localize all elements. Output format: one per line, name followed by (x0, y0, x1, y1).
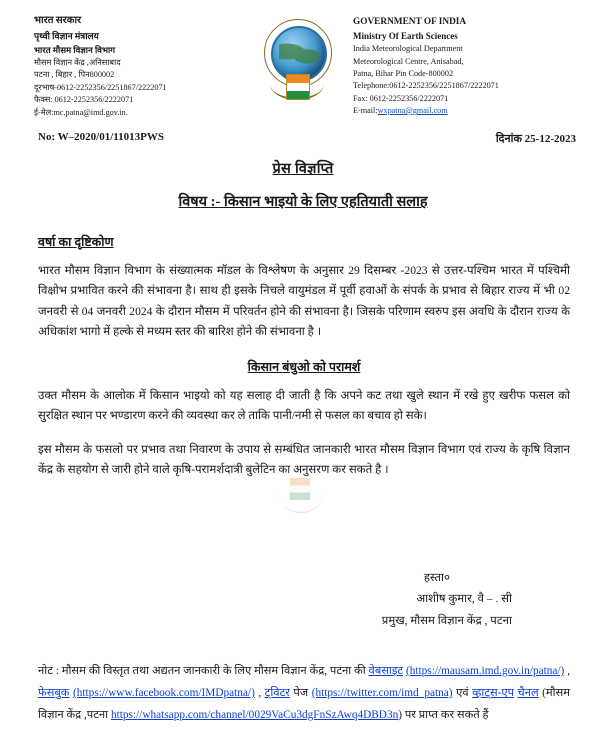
department-english: India Meteorological Department (353, 44, 463, 54)
gov-india-english: GOVERNMENT OF INDIA (353, 17, 467, 27)
whatsapp-tail-text: (मौसम विज्ञान केंद्र ,पटना (38, 687, 570, 722)
facebook-link[interactable]: (https://www.facebook.com/IMDpatna/) (72, 687, 255, 700)
imd-emblem-icon (258, 16, 336, 102)
letterhead-english-block (345, 14, 580, 117)
india-flag-icon (286, 74, 310, 100)
subject-title: विषय :- किसान भाइयो के लिए एहतियाती सलाह (178, 193, 428, 210)
reference-line (0, 119, 606, 146)
whatsapp-link[interactable]: https://whatsapp.com/channel/0029VaCu3dgFnSzAwq4DBD3n (110, 709, 399, 722)
twitter-link[interactable]: (https://twitter.com/imd_patna) (311, 687, 453, 700)
twitter-label[interactable]: ट्विटर (264, 687, 290, 700)
note-separator-2: , (258, 687, 265, 700)
email-label: E-mail: (353, 105, 378, 115)
email-english (353, 105, 580, 117)
centre-hindi: मौसम विज्ञान केंद्र ,अनिसाबाद (34, 58, 121, 67)
reference-number: No: W–2020/01/11013PWS (38, 130, 165, 143)
website-label[interactable]: वेबसाइट (368, 665, 404, 677)
footer-note (38, 660, 570, 726)
website-link[interactable]: (https://mausam.imd.gov.in/patna/) (405, 665, 565, 677)
fax-hindi: फैक्स: 0612-2252356/2222071 (34, 95, 134, 105)
ministry-english: Ministry Of Earth Sciences (353, 30, 458, 41)
note-prefix: नोट : मौसम की विस्तृत तथा अद्यतन जानकारी के लिए मौसम विज्ञान केंद्र, पटना की (38, 665, 369, 677)
signature-block (38, 568, 570, 632)
email-hindi: ई-मेल:mc.patna@imd.gov.in. (34, 107, 128, 117)
letterhead-hindi-block (34, 14, 249, 119)
whatsapp-channel-word[interactable]: चैनल (517, 687, 539, 700)
facebook-label[interactable]: फेसबुक (38, 687, 70, 700)
press-release-title: प्रेस विज्ञप्ति (272, 160, 334, 177)
note-separator-1: , (567, 665, 571, 677)
watermark-flag (290, 478, 310, 500)
twitter-page-word: पेज (289, 687, 309, 700)
rain-outlook-heading: वर्षा का दृष्टिकोण (38, 234, 114, 249)
address-hindi: पटना , बिहार , पिन800002 (34, 70, 115, 80)
whatsapp-label[interactable]: व्हाट्स-एप (472, 687, 515, 700)
rain-outlook-paragraph: भारत मौसम विज्ञान विभाग के संख्यात्मक मॉडल के विश्लेषण के अनुसार 29 दिसम्बर -2023 से उत्तर-पश्चिम भारत में पश्चिमी विक्षोभ प्रभावित करने की संभावना है। साथ ही इसके निचले वायुमंडल में पूर्वी हवाओं के संपर्क के प्रभाव से बिहार राज्य में भी 02 जनवरी से 04 जनवरी 2024 के दौरान मौसम में परिवर्तन होने की संभावना है। जिसके परिणाम स्वरुप इस अवधि के दौरान राज्य के अधिकांश भागो में हल्के से मध्यम स्तर की बारिश होने की संभावना है । (38, 263, 570, 338)
signatory-name: आशीष कुमार, वै – . सी (416, 593, 512, 606)
emblem-container (249, 14, 345, 102)
reference-date: दिनांक 25-12-2023 (495, 132, 576, 145)
department-hindi: भारत मौसम विज्ञान विभाग (34, 44, 116, 55)
email-link[interactable]: wxpatna@gmail.com (377, 105, 448, 115)
signatory-designation: प्रमुख, मौसम विज्ञान केंद्र , पटना (381, 614, 512, 627)
letterhead (0, 0, 606, 119)
gov-india-hindi: भारत सरकार (34, 15, 82, 26)
note-and-word: एवं (456, 687, 473, 700)
phone-english: Telephone:0612-2252356/2251867/2222071 (353, 81, 499, 91)
watermark-emblem-icon (272, 470, 334, 526)
bulletin-reference-paragraph: इस मौसम के फसलो पर प्रभाव तथा निवारण के उपाय से सम्बंधित जानकारी भारत मौसम विज्ञान विभाग एवं राज्य के कृषि विज्ञान केंद्र के सहयोग से जारी होने वाले कृषि-परामर्शदात्री बुलेटिन का अनुसरण कर सकते है । (38, 442, 570, 476)
fax-english: Fax: 0612-2252356/2222071 (353, 93, 449, 103)
farmer-advice-paragraph: उक्त मौसम के आलोक में किसान भाइयो को यह सलाह दी जाती है कि अपने कट तथा खुले स्थान में रखे हुए खरीफ फसल को सुरक्षित स्थान पर भण्डारण करने की व्यवस्था कर ले ताकि पानी/नमी से फसल का बचाव हो सके। (38, 389, 570, 423)
phone-hindi: दूरभाष-0612-2252356/2251867/2222071 (34, 82, 167, 92)
address-english: Patna, Bihar Pin Code-800002 (353, 69, 454, 79)
centre-english: Meteorological Centre, Anisabad, (353, 56, 464, 66)
signature-hasta: हस्ता० (423, 572, 450, 585)
note-suffix: ) पर प्राप्त कर सकते हैं (398, 709, 489, 722)
ministry-hindi: पृथ्वी विज्ञान मंत्रालय (34, 30, 99, 41)
farmer-advice-heading: किसान बंधुओ को परामर्श (247, 360, 361, 375)
